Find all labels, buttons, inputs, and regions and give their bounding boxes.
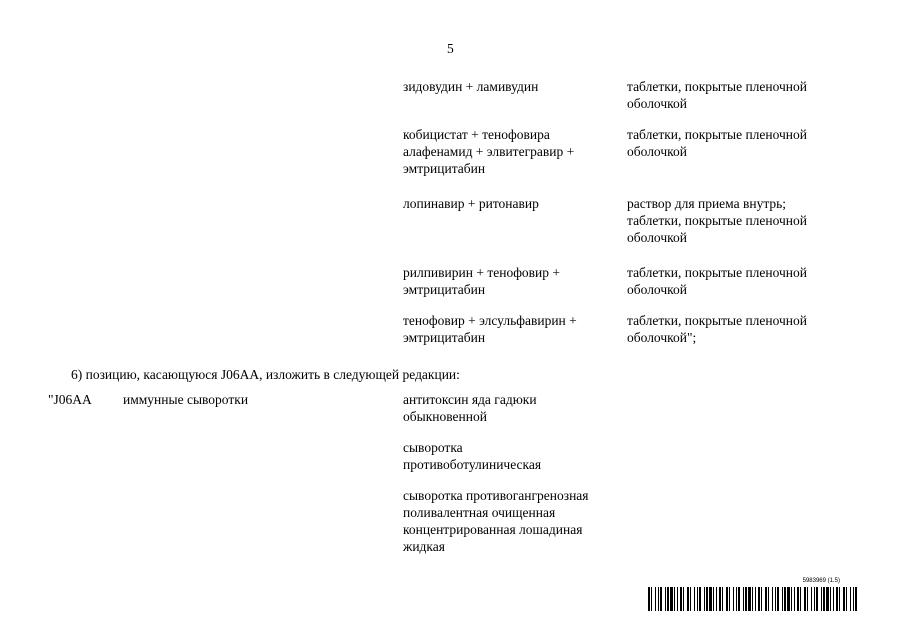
barcode-icon [648,587,860,611]
document-barcode [648,578,860,612]
dosage-form: таблетки, покрытые пленочной оболочкой [627,79,808,111]
serum-item: сыворотка противогангренозная поливалентная очищенная концентрированная лошадиная жидкая [403,488,589,554]
drug-name: лопинавир + ритонавир [403,196,539,211]
dosage-form: таблетки, покрытые пленочной оболочкой [627,265,808,297]
dosage-form: раствор для приема внутрь; таблетки, покрытые пленочной оболочкой [627,196,808,245]
dosage-form: таблетки, покрытые пленочной оболочкой"; [627,313,808,345]
dosage-form: таблетки, покрытые пленочной оболочкой [627,127,808,159]
atc-code: "J06AA [48,392,92,407]
barcode-label: 5983969 (1.5) [802,578,840,584]
drug-name: зидовудин + ламивудин [403,79,539,94]
drug-name: тенофовир + элсульфавирин + эмтрицитабин [403,313,577,345]
atc-group-name: иммунные сыворотки [123,392,249,407]
serum-item: сыворотка противоботулиническая [403,440,542,472]
amendment-intro: 6) позицию, касающуюся J06AA, изложить в следующей редакции: [71,367,460,382]
serum-item: антитоксин яда гадюки обыкновенной [403,392,537,424]
drug-name: кобицистат + тенофовира алафенамид + элвитегравир + эмтрицитабин [403,127,575,176]
page-number: 5 [447,41,454,56]
drug-name: рилпивирин + тенофовир + эмтрицитабин [403,265,561,297]
